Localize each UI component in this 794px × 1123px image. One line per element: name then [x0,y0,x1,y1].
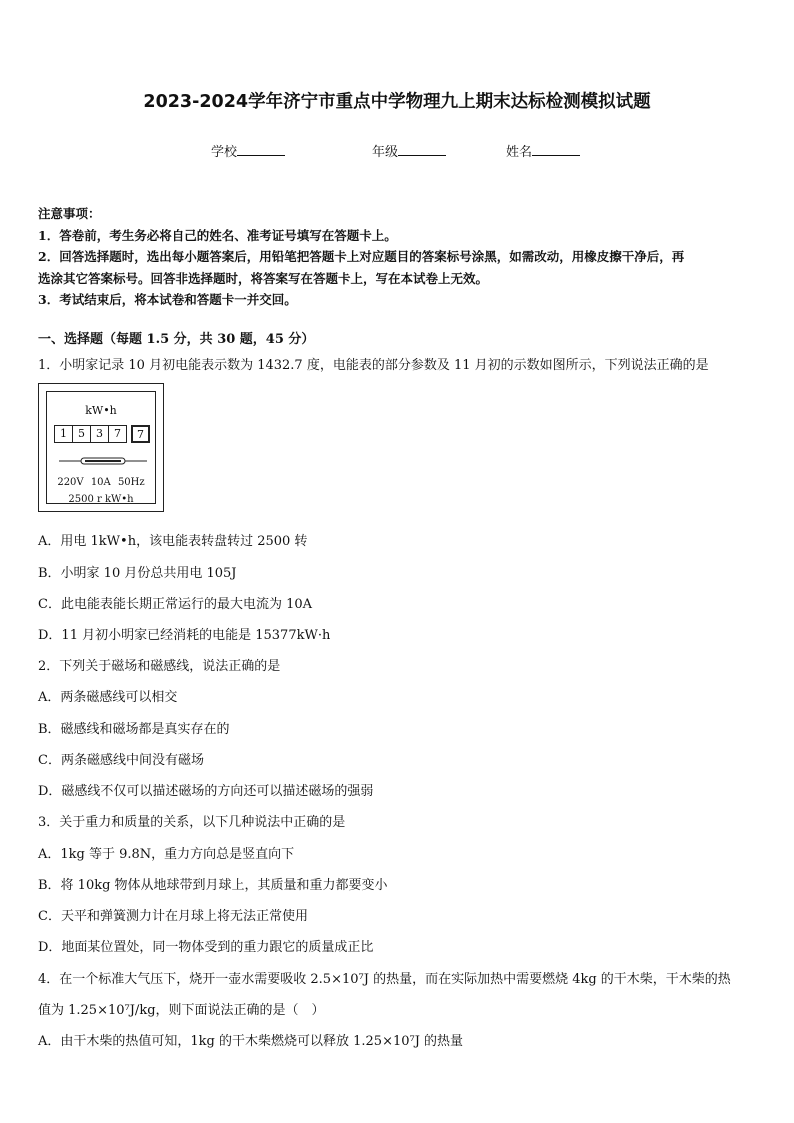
meter-digit: 3 [90,425,109,443]
meter-unit: kW•h [85,404,117,417]
notice-item: 2．回答选择题时，选出每小题答案后，用铅笔把答题卡上对应题目的答案标号涂黑，如需改动，用橡皮擦干净后，再 [38,249,685,264]
question-3-option-a: A．1kg 等于 9.8N，重力方向总是竖直向下 [38,847,295,862]
school-label: 学校 [211,145,238,160]
name-label: 姓名 [506,145,533,160]
name-field[interactable] [506,141,580,160]
section-heading: 一、选择题（每题 1.5 分，共 30 题，45 分） [38,332,315,347]
electric-meter-figure [38,383,164,512]
question-2-option-d: D．磁感线不仅可以描述磁场的方向还可以描述磁场的强弱 [38,784,374,799]
grade-field[interactable] [372,141,446,160]
meter-digit: 5 [72,425,91,443]
question-1-option-c: C．此电能表能长期正常运行的最大电流为 10A [38,597,313,612]
school-field[interactable] [211,141,285,160]
question-2-option-c: C．两条磁感线中间没有磁场 [38,753,204,768]
question-2-stem: 2．下列关于磁场和磁感线，说法正确的是 [38,659,281,674]
question-3-option-b: B．将 10kg 物体从地球带到月球上，其质量和重力都要变小 [38,878,388,893]
meter-digit: 7 [108,425,127,443]
notice-item: 3．考试结束后，将本试卷和答题卡一并交回。 [38,292,297,307]
meter-dial-icon [59,455,147,467]
question-2-option-a: A．两条磁感线可以相交 [38,690,178,705]
question-2-option-b: B．磁感线和磁场都是真实存在的 [38,722,230,737]
grade-label: 年级 [372,145,399,160]
question-3-option-d: D．地面某位置处，同一物体受到的重力跟它的质量成正比 [38,940,374,955]
question-1-option-b: B．小明家 10 月份总共用电 105J [38,566,237,581]
name-blank[interactable] [532,143,580,156]
question-4-stem: 4．在一个标准大气压下，烧开一壶水需要吸收 2.5×10⁷J 的热量，而在实际加热中需要燃烧 4kg 的干木柴，干木柴的热 [38,972,731,987]
grade-blank[interactable] [398,143,446,156]
meter-digit-decimal: 7 [131,425,150,443]
question-1-option-a: A．用电 1kW•h，该电能表转盘转过 2500 转 [38,534,308,549]
school-blank[interactable] [237,143,285,156]
notice-item: 选涂其它答案标号。回答非选择题时，将答案写在答题卡上，写在本试卷上无效。 [38,270,489,286]
meter-constant: 2500 r kW•h [68,494,134,505]
question-1-stem: 1．小明家记录 10 月初电能表示数为 1432.7 度，电能表的部分参数及 11 月初的示数如图所示，下列说法正确的是 [38,358,709,373]
notice-item: 1．答卷前，考生务必将自己的姓名、准考证号填写在答题卡上。 [38,227,397,243]
question-3-option-c: C．天平和弹簧测力计在月球上将无法正常使用 [38,909,308,924]
question-3-stem: 3．关于重力和质量的关系，以下几种说法中正确的是 [38,815,346,830]
question-4-stem-cont: 值为 1.25×10⁷J/kg，则下面说法正确的是（ ） [38,1003,325,1018]
question-1-option-d: D．11 月初小明家已经消耗的电能是 15377kW·h [38,628,331,643]
meter-face [46,391,156,504]
meter-rating: 220V 10A 50Hz [57,477,145,488]
notice-heading: 注意事项： [38,206,101,221]
question-4-option-a: A．由干木柴的热值可知，1kg 的干木柴燃烧可以释放 1.25×10⁷J 的热量 [38,1034,464,1049]
meter-digit: 1 [54,425,73,443]
notice-block [38,203,684,311]
page-title: 2023-2024学年济宁市重点中学物理九上期末达标检测模拟试题 [143,92,651,112]
